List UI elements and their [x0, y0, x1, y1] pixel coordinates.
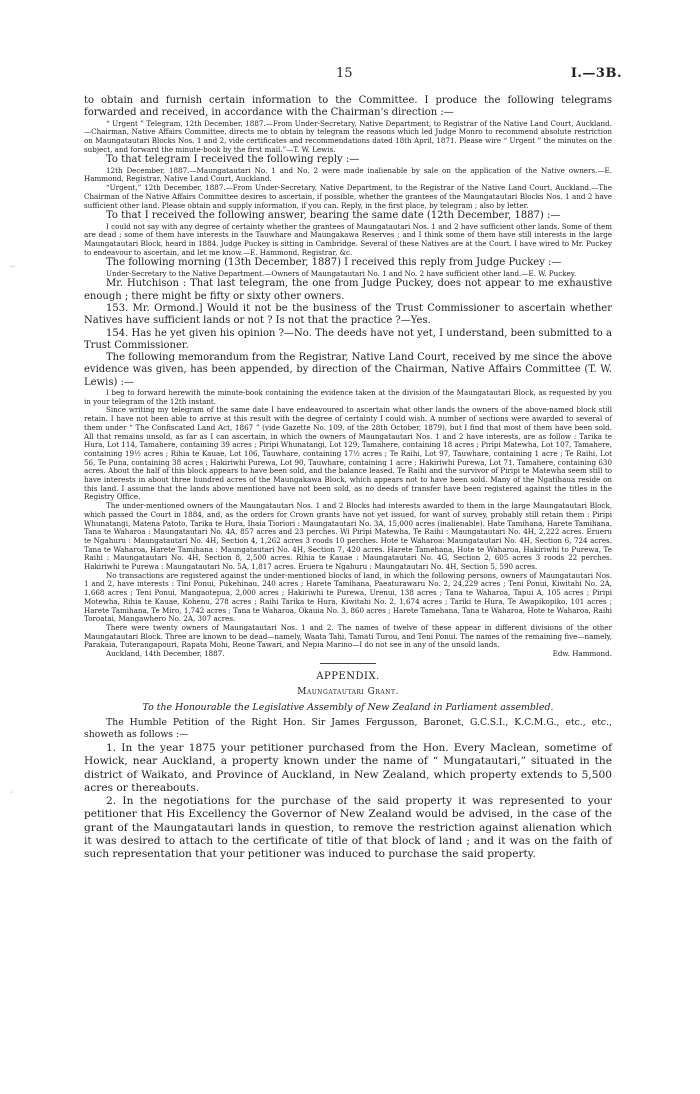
telegram-text: Under-Secretary to the Native Department.—Owners of Maungatautari No. 1 and No. 2 have sufficient other land.—E. W. Puckey. — [106, 268, 577, 278]
telegram-text: 12th December, 1887.—Maungatautari No. 1 and No. 2 were made inalienable by sale on the application of the Native owners.—E. Hammond, Registrar, Native Land Court, Auckland. — [84, 165, 612, 184]
question-paragraph: 153. Mr. Ormond.] Would it not be the business of the Trust Commissioner to ascertain whether Natives have sufficient lands or not ? Is not that the practice ?—Yes. — [84, 302, 612, 327]
appendix-title: APPENDIX. — [316, 670, 380, 682]
page-body — [84, 95, 612, 862]
evidence-paragraph: The following memorandum from the Registrar, Native Land Court, received by me since the above evidence was given, has been appended, by direction of the Chairman, Native Affairs Committee (T. W. Lewis) :— — [84, 352, 612, 388]
signature-place-date: Auckland, 14th December, 1887. — [106, 649, 225, 659]
petition-paragraph: 2. In the negotiations for the purchase of the said property it was represented to your petitioner that His Excellency the Governor of New Zealand would be advised, in the case of the grant of the Maungatautari lands in question, to remove the restriction against alienation which it was desired to attach to the certificate of title of that block of land ; and it was on the faith of such representation that your petitioner was induced to purchase the said property. — [84, 795, 612, 861]
signature-name: Edw. Hammond. — [552, 649, 612, 659]
section-divider — [320, 663, 376, 664]
telegram-text: I could not say with any degree of certainty whether the grantees of Maungatautari Nos. 1 and 2 have sufficient other lands. Some of them are dead ; some of them have interests in the Tauwhare and Maungakawa Reserves ; and I think some of them have still interests in the large Maungatautari Block, heard in 1884. Judge Puckey is sitting in Cambridge. Several of these Natives are at the Court. I have wired to Mr. Puckey to endeavour to ascertain, and let me know.—E. Hammond, Registrar, &c. — [84, 221, 612, 257]
appendix-subtitle: Maungatautari Grant. — [297, 686, 399, 697]
page-header — [0, 66, 700, 84]
memorandum-text: There were twenty owners of Maungatautari Nos. 1 and 2. The names of twelve of these appear in different divisions of the other Maungatautari Block. Three are known to be dead—namely, Waata Tahi, Tamati Turou, and Teni Ponui. The names of the remaining five—namely, Parakaia, Tuterangapouri, Rapata Mohi, Reone Tawari, and Nepia Marino—I do not see in any of the unsold lands. — [84, 622, 612, 650]
petition-address: To the Honourable the Legislative Assembly of New Zealand in Parliament assembled. — [142, 701, 554, 713]
memorandum-text: I beg to forward herewith the minute-book containing the evidence taken at the division of the Maungatautari Block, as requested by you in your telegram of the 12th instant. — [84, 388, 612, 406]
margin-mark: ⋅ — [10, 788, 13, 797]
petition-paragraph: 1. In the year 1875 your petitioner purchased from the Hon. Every Maclean, sometime of Howick, near Auckland, a property known under the name of “ Mungatautari,” situated in the district of Waikato, and Province of Auckland, in New Zealand, which property extends to 5,500 acres or thereabouts. — [84, 741, 612, 794]
page-number: 15 — [336, 66, 353, 81]
document-reference: I.—3B. — [570, 66, 622, 81]
memorandum-text: Since writing my telegram of the same date I have endeavoured to ascertain what other lands the owners of the above-named block still retain. I have not been able to arrive at this result with the degree of certainty I could wish. A number of sections were awarded to several of them under “ The Confiscated Land Act, 1867 ” (vide Gazette No. 109, of the 28th October, 1879), but I find that most of them have been sold. All that remains unsold, as far as I can ascertain, in which the owners of Maungatautari Nos. 1 and 2 have interests, are as follow : Tarika te Hura, Lot 114, Tamahere, containing 39 acres ; Piripi Whunatangi, Lot 129, Tamahere, containing 18 acres ; Piripi Matewha, Lot 107, Tamahere, containing 19½ acres ; Rihia te Kauae, Lot 106, Tauwhare, containing 17½ acres ; Te Raihi, Lot 97, Tauwhare, containing 1 acre ; Te Raihi, Lot 56, Te Puna, containing 38 acres ; Hakiriwhi Purewa, Lot 90, Tauwhare, containing 1 acre ; Hakiriwhi Purewa, Lot 71, Tamahere, containing 630 acres. About the half of this block appears to have been sold, and the balance leased. Te Raihi and the survivor of Piripi te Matewha seem still to have interests in about three hundred acres of the Maungakawa Block, which appears not to have been sold. Many of the Ngatihaua reside on this land. I assume that the lands above mentioned have not been sold, as no deeds of transfer have been registered against the titles in the Registry Office. — [84, 405, 612, 502]
petition-intro: The Humble Petition of the Right Hon. Sir James Fergusson, Baronet, G.C.S.I., K.C.M.G., etc., etc., showeth as follows :— — [84, 716, 612, 741]
evidence-paragraph: To that telegram I received the following reply :— — [106, 154, 360, 166]
memorandum-text: No transactions are registered against the under-mentioned blocks of land, in which the following persons, owners of Maungatautari Nos. 1 and 2, have interests : Tini Ponui, Pukehinau, 240 acres ; Harete Tamihana, Paeaturawaru No. 2, 24,229 acres ; Teni Ponui, Kiwitahi No. 2A, 1,668 acres ; Teni Ponui, Mangaotepua, 2,000 acres ; Hakiriwhi te Purewa, Urenui, 138 acres ; Tana te Waharoa, Tapui A, 105 acres ; Piripi Motewha, Rihia te Kauae, Kohenu, 278 acres ; Raihi Tarika te Hura, Kiwitahi No. 2, 1,674 acres ; Tariki te Hura, Te Awapikopiko, 101 acres ; Harete Tamihana, Te Miro, 1,742 acres ; Tana te Waharoa, Okauia No. 3, 860 acres ; Harete Tamehana, Tana te Waharoa, Hote te Waharoa, Raihi Toroatai, Mangawhero No. 2A, 307 acres. — [84, 570, 612, 624]
telegram-text: “Urgent,” 12th December, 1887.—From Under-Secretary, Native Department, to the Registrar of the Native Land Court, Auckland.—The Chairman of the Native Affairs Committee desires to ascertain, if possible, whether the grantees of the Maungatautari Blocks Nos. 1 and 2 have sufficient other land. Please obtain and supply information, if you can. Reply, in the first place, by telegram ; also by letter. — [84, 183, 612, 210]
signature-line — [84, 650, 612, 659]
telegram-text: “ Urgent ” Telegram, 12th December, 1887.—From Under-Secretary, Native Department, to Registrar of the Native Land Court, Auckland.—Chairman, Native Affairs Committee, directs me to obtain by telegram the reasons which led Judge Monro to recommend absolute restriction on Maungatautari Blocks Nos. 1 and 2, vide certificates and recommendations dated 18th April, 1871. Please wire “ Urgent ” the minutes on the subject, and forward the minute-book by the first mail.”—T. W. Lewis. — [84, 118, 612, 154]
evidence-paragraph: The following morning (13th December, 1887) I received this reply from Judge Puckey :— — [106, 257, 562, 269]
evidence-paragraph: to obtain and furnish certain information to the Committee. I produce the following telegrams forwarded and received, in accordance with the Chairman's direction :— — [84, 95, 612, 119]
memorandum-text: The under-mentioned owners of the Maungatautari Nos. 1 and 2 Blocks had interests awarded to them in the large Maungatautari Block, which passed the Court in 1884, and, as the orders for Crown grants have not yet issued, for want of survey, probably still retain them : Piripi Whunatangi, Matena Patoto, Tarika te Hura, Ihaia Tioriori : Maungatautari No. 3A, 15,000 acres (inalienable). Hate Tamihana, Harete Tamihana, Tana te Waharoa : Maungatautari No. 4A, 857 acres and 23 perches. Wi Piripi Matewha, Te Raihi : Maungatautari No. 4H, 2,222 acres. Erueru te Ngahuru : Maungatautari No. 4H, Section 4, 1,262 acres 3 roods 10 perches. Hote te Waharoa: Maungatautari No. 4H, Section 6, 724 acres. Tana te Waharoa, Harete Tamihana : Maungatautari No. 4H, Section 7, 420 acres. Harete Tamehana, Hote te Waharoa, Hakiriwhi to Purewa, Te Raihi : Maungatautari No. 4H, Section 8, 2,500 acres. Rihia te Kauae : Maungatautari No. 4G, Section 2, 605 acres 3 roods 22 perches. Hakiriwhi te Purewa : Maungatautari No. 5A, 1,817 acres. Eruera te Ngahuru : Maungatautari No. 4H, Section 5, 590 acres. — [84, 501, 612, 572]
question-paragraph: 154. Has he yet given his opinion ?—No. The deeds have not yet, I understand, been submitted to a Trust Commissioner. — [84, 327, 612, 351]
evidence-paragraph: Mr. Hutchison : That last telegram, the one from Judge Puckey, does not appear to me exhaustive enough ; there might be fifty or sixty other owners. — [84, 278, 612, 302]
evidence-paragraph: To that I received the following answer, bearing the same date (12th December, 1887) :— — [106, 210, 561, 222]
margin-mark: -· — [10, 262, 16, 271]
